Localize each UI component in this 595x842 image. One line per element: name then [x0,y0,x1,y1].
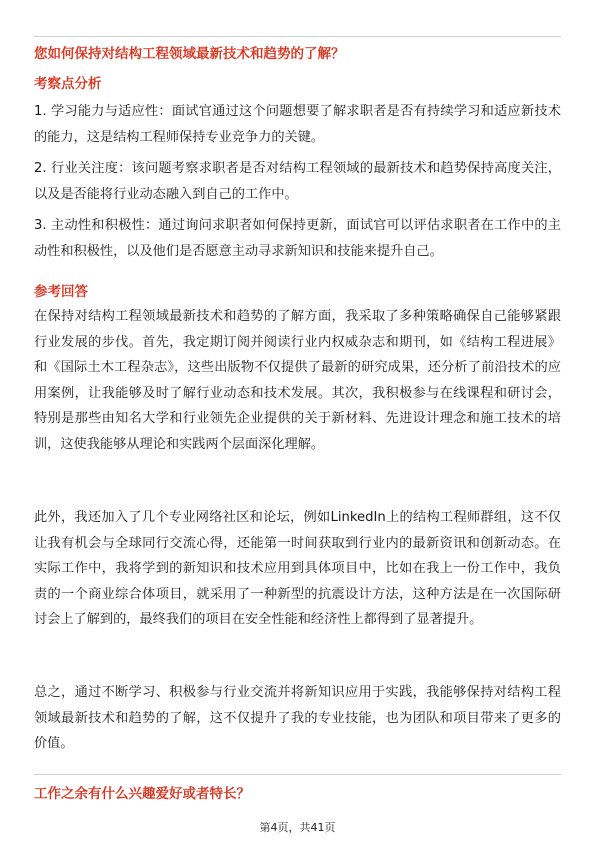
next-question-title: 工作之余有什么兴趣爱好或者特长？ [34,786,250,802]
answer-paragraph-3: 总之，通过不断学习、积极参与行业交流并将新知识应用于实践，我能够保持对结构工程领域最新技术和趋势的了解，这不仅提升了我的专业技能，也为团队和项目带来了更多的价值。 [34,685,561,752]
analysis-heading: 考察点分析 [34,76,102,92]
bottom-divider [34,774,561,775]
answer-paragraph-1: 在保持对结构工程领域最新技术和趋势的了解方面，我采取了多种策略确保自己能够紧跟行业发展的步伐。首先，我定期订阅并阅读行业内权威杂志和期刊，如《结构工程进展》和《国际土木工程杂志》，这些出版物不仅提供了最新的研究成果，还分析了前沿技术的应用案例，让我能够及时了解行业动态和技术发展。其次，我积极参与在线课程和研讨会，特别是那些由知名大学和行业领先企业提供的关于新材料、先进设计理念和施工技术的培训，这使我能够从理论和实践两个层面深化理解。 [34,309,561,452]
analysis-item-2: 2. 行业关注度：该问题考察求职者是否对结构工程领域的最新技术和趋势保持高度关注，以及是否能将行业动态融入到自己的工作中。 [34,161,561,202]
analysis-item-1: 1. 学习能力与适应性：面试官通过这个问题想要了解求职者是否有持续学习和适应新技术的能力，这是结构工程师保持专业竞争力的关键。 [34,104,561,145]
question-title: 您如何保持对结构工程领域最新技术和趋势的了解？ [34,46,345,62]
top-divider [34,36,561,37]
analysis-item-3: 3. 主动性和积极性：通过询问求职者如何保持更新，面试官可以评估求职者在工作中的主动性和积极性，以及他们是否愿意主动寻求新知识和技能来提升自己。 [34,218,561,259]
answer-heading: 参考回答 [34,284,88,300]
page-number: 第4页，共41页 [259,821,336,834]
answer-paragraph-2: 此外，我还加入了几个专业网络社区和论坛，例如LinkedIn上的结构工程师群组，这不仅让我有机会与全球同行交流心得，还能第一时间获取到行业内的最新资讯和创新动态。在实际工作中，我将学到的新知识和技术应用到具体项目中，比如在我上一份工作中，我负责的一个商业综合体项目，就采用了一种新型的抗震设计方法，这种方法是在一次国际研讨会上了解到的，最终我们的项目在安全性能和经济性上都得到了显著提升。 [34,510,561,628]
